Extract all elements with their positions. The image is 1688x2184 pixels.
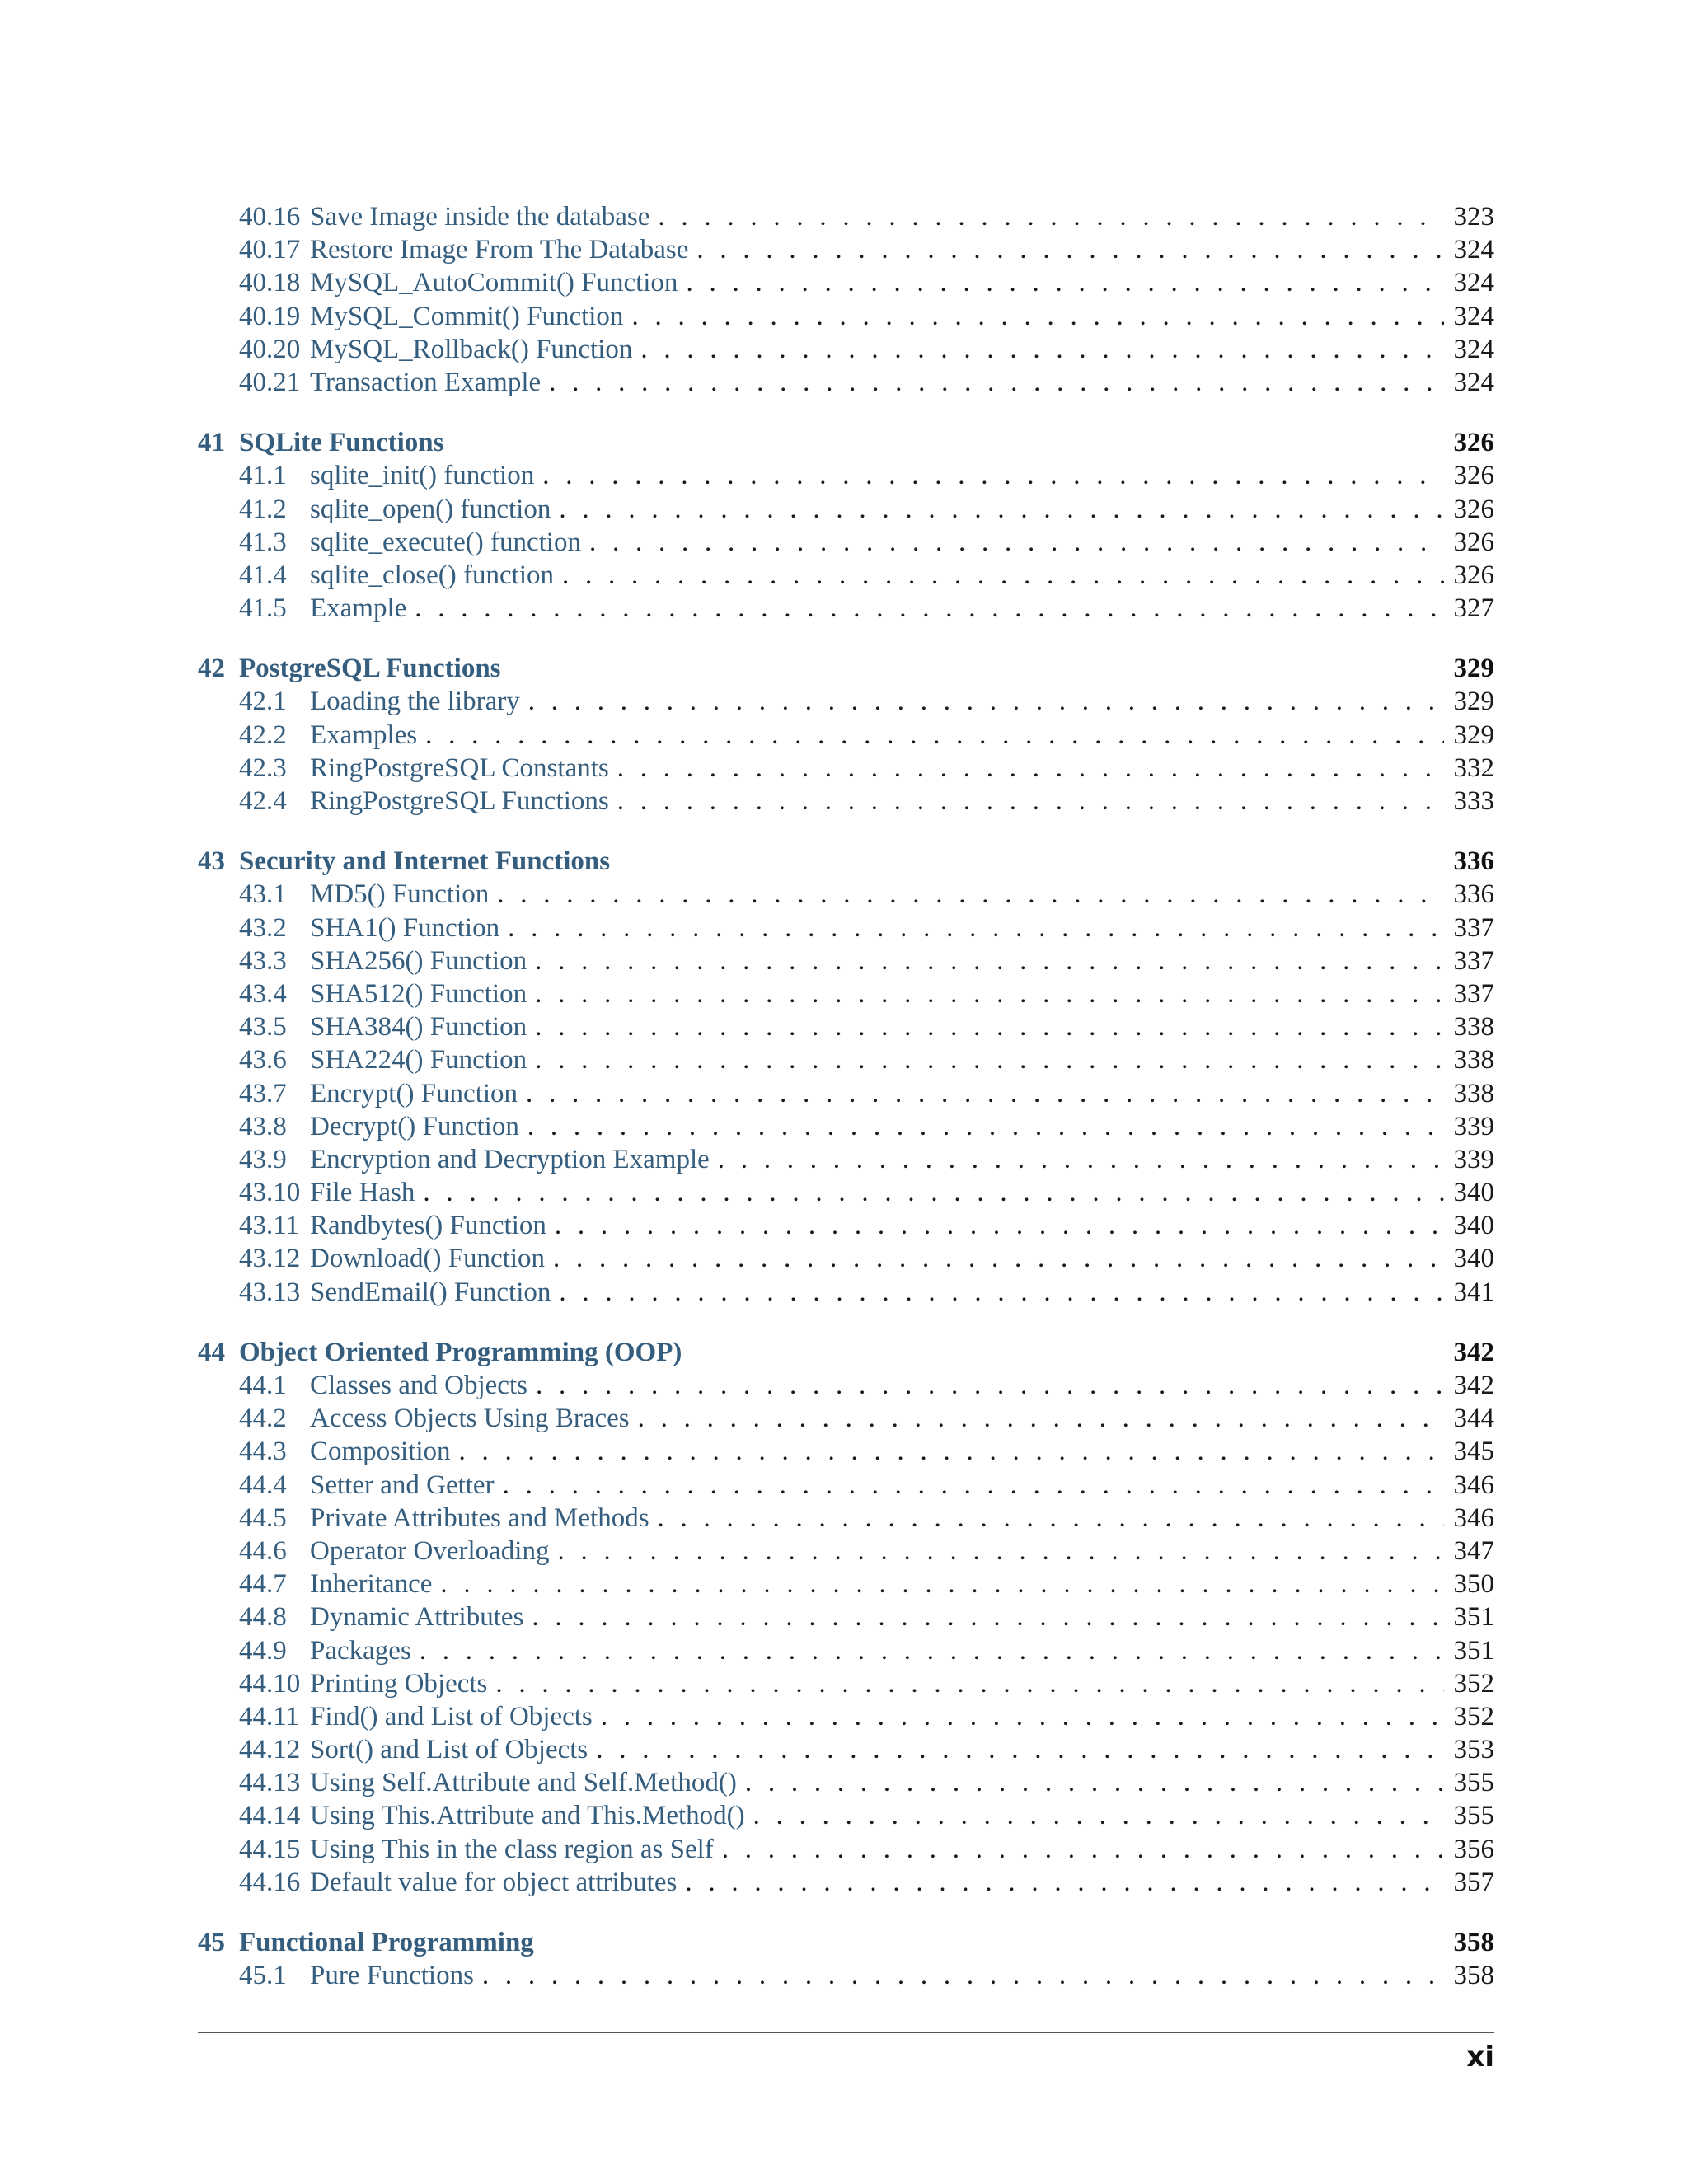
section-page-number: 338 [1453, 1012, 1494, 1043]
section-number[interactable]: 44.13 [239, 1768, 301, 1798]
dot-leader [535, 944, 1443, 977]
section-number[interactable]: 44.3 [239, 1436, 287, 1467]
toc-section-entry[interactable] [198, 1143, 1494, 1176]
chapter-title-link[interactable]: SQLite Functions [239, 428, 444, 458]
chapter-number[interactable]: 44 [198, 1337, 225, 1367]
toc-section-entry[interactable] [198, 493, 1494, 526]
dot-leader [503, 1469, 1444, 1502]
section-page-number: 326 [1453, 527, 1494, 557]
section-page-number: 337 [1453, 945, 1494, 976]
toc-chapter-entry[interactable] [198, 845, 1494, 878]
section-number[interactable]: 40.20 [239, 334, 301, 364]
section-page-number: 345 [1453, 1436, 1494, 1467]
section-title-link[interactable]: Using This in the class region as Self [310, 1834, 714, 1864]
toc-section-entry[interactable] [198, 878, 1494, 911]
page-number: xi [1466, 2041, 1494, 2074]
section-page-number: 333 [1453, 786, 1494, 816]
section-number[interactable]: 42.2 [239, 719, 287, 750]
dot-leader [559, 1276, 1443, 1309]
section-page-number: 323 [1453, 202, 1494, 232]
section-page-number: 346 [1453, 1502, 1494, 1533]
toc-section-entry[interactable] [198, 1833, 1494, 1866]
toc-section-entry[interactable] [198, 1502, 1494, 1535]
dot-leader [617, 752, 1444, 785]
section-title-link[interactable]: Encryption and Decryption Example [310, 1144, 710, 1174]
toc-section-entry[interactable] [198, 685, 1494, 718]
section-number[interactable]: 44.8 [239, 1602, 287, 1633]
section-number[interactable]: 43.2 [239, 912, 287, 943]
section-page-number: 338 [1453, 1078, 1494, 1108]
toc-section-entry[interactable] [198, 1110, 1494, 1143]
toc-section-entry[interactable] [198, 1667, 1494, 1700]
section-title-link[interactable]: Find() and List of Objects [310, 1701, 593, 1732]
toc-section-entry[interactable] [198, 785, 1494, 818]
section-title-link[interactable]: Save Image inside the database [310, 202, 650, 232]
chapter-number[interactable]: 42 [198, 654, 225, 684]
section-number[interactable]: 44.14 [239, 1801, 301, 1831]
toc-chapter-entry[interactable] [198, 1926, 1494, 1959]
dot-leader [420, 1634, 1444, 1667]
dot-leader [557, 1535, 1443, 1568]
section-title-link[interactable]: SHA512() Function [310, 978, 528, 1009]
section-number[interactable]: 41.5 [239, 593, 287, 624]
toc-section-entry[interactable] [198, 1568, 1494, 1601]
section-number[interactable]: 41.3 [239, 527, 287, 557]
section-title-link[interactable]: Sort() and List of Objects [310, 1735, 588, 1765]
dot-leader [423, 1176, 1443, 1209]
section-number[interactable]: 43.4 [239, 978, 287, 1009]
section-number[interactable]: 43.12 [239, 1244, 301, 1274]
section-page-number: 355 [1453, 1801, 1494, 1831]
section-page-number: 341 [1453, 1277, 1494, 1307]
toc-section-entry[interactable] [198, 1535, 1494, 1568]
dot-leader [722, 1833, 1444, 1866]
dot-leader [526, 1077, 1443, 1110]
section-page-number: 324 [1453, 367, 1494, 397]
section-title-link[interactable]: sqlite_close() function [310, 560, 555, 590]
section-page-number: 340 [1453, 1244, 1494, 1274]
section-number[interactable]: 44.7 [239, 1569, 287, 1600]
section-page-number: 324 [1453, 235, 1494, 265]
chapter-title-link[interactable]: Object Oriented Programming (OOP) [239, 1337, 682, 1367]
dot-leader [631, 300, 1443, 333]
section-title-link[interactable]: Access Objects Using Braces [310, 1404, 630, 1434]
toc-section-entry[interactable] [198, 944, 1494, 977]
section-title-link[interactable]: File Hash [310, 1178, 415, 1208]
dot-leader [497, 878, 1443, 911]
section-page-number: 324 [1453, 301, 1494, 331]
toc-section-entry[interactable] [198, 559, 1494, 592]
toc-section-entry[interactable] [198, 1176, 1494, 1209]
chapter-page-number: 358 [1453, 1928, 1494, 1957]
section-title-link[interactable]: MySQL_Commit() Function [310, 301, 624, 331]
section-title-link[interactable]: Examples [310, 719, 418, 750]
toc-section-entry[interactable] [198, 1369, 1494, 1402]
toc-section-entry[interactable] [198, 912, 1494, 944]
section-number[interactable]: 41.4 [239, 560, 287, 590]
dot-leader [589, 526, 1444, 559]
toc-section-entry[interactable] [198, 333, 1494, 366]
section-title-link[interactable]: Inheritance [310, 1569, 433, 1600]
section-number[interactable]: 44.5 [239, 1502, 287, 1533]
chapter-number[interactable]: 41 [198, 428, 225, 458]
toc-section-entry[interactable] [198, 1601, 1494, 1633]
section-number[interactable]: 42.4 [239, 786, 287, 816]
dot-leader [459, 1435, 1444, 1468]
section-title-link[interactable]: Packages [310, 1635, 411, 1666]
section-number[interactable]: 41.2 [239, 494, 287, 524]
dot-leader [617, 785, 1444, 818]
toc-section-entry[interactable] [198, 752, 1494, 785]
section-page-number: 351 [1453, 1602, 1494, 1633]
dot-leader [536, 1369, 1444, 1402]
section-page-number: 342 [1453, 1371, 1494, 1400]
toc-section-entry[interactable] [198, 977, 1494, 1010]
chapter-number[interactable]: 43 [198, 846, 225, 877]
section-page-number: 332 [1453, 752, 1494, 783]
toc-section-entry[interactable] [198, 1959, 1494, 1992]
dot-leader [415, 592, 1443, 625]
toc-section-entry[interactable] [198, 1733, 1494, 1766]
section-title-link[interactable]: Using This.Attribute and This.Method() [310, 1801, 745, 1831]
dot-leader [745, 1766, 1444, 1799]
section-number[interactable]: 40.19 [239, 301, 301, 331]
toc-section-entry[interactable] [198, 1799, 1494, 1832]
section-number[interactable]: 40.21 [239, 367, 301, 397]
chapter-page-number: 329 [1453, 654, 1494, 684]
section-page-number: 336 [1453, 879, 1494, 910]
dot-leader [528, 685, 1444, 718]
toc-section-entry[interactable] [198, 526, 1494, 559]
toc-section-entry[interactable] [198, 1402, 1494, 1435]
section-number[interactable]: 43.3 [239, 945, 287, 976]
toc-section-entry[interactable] [198, 233, 1494, 266]
dot-leader [553, 1242, 1443, 1275]
toc-section-entry[interactable] [198, 1700, 1494, 1733]
section-page-number: 324 [1453, 268, 1494, 298]
dot-leader [685, 1866, 1443, 1899]
section-page-number: 352 [1453, 1668, 1494, 1699]
section-number[interactable]: 44.12 [239, 1735, 301, 1765]
section-title-link[interactable]: Classes and Objects [310, 1371, 528, 1400]
section-page-number: 337 [1453, 912, 1494, 943]
section-title-link[interactable]: Restore Image From The Database [310, 235, 689, 265]
dot-leader [482, 1959, 1444, 1992]
dot-leader [535, 1010, 1443, 1043]
chapter-title-link[interactable]: Functional Programming [239, 1928, 534, 1957]
chapter-title-link[interactable]: Security and Internet Functions [239, 846, 611, 877]
toc-chapter-entry[interactable] [198, 426, 1494, 459]
section-title-link[interactable]: Setter and Getter [310, 1469, 495, 1500]
chapter-number[interactable]: 45 [198, 1928, 225, 1957]
section-number[interactable]: 43.8 [239, 1111, 287, 1141]
dot-leader [425, 719, 1443, 752]
section-page-number: 344 [1453, 1404, 1494, 1434]
section-number[interactable]: 45.1 [239, 1961, 287, 1991]
toc-section-entry[interactable] [198, 266, 1494, 299]
dot-leader [440, 1568, 1443, 1601]
section-number[interactable]: 41.1 [239, 461, 287, 491]
dot-leader [718, 1143, 1444, 1176]
section-title-link[interactable]: Encrypt() Function [310, 1078, 518, 1108]
dot-leader [601, 1700, 1444, 1733]
dot-leader [535, 1043, 1443, 1076]
section-title-link[interactable]: sqlite_execute() function [310, 527, 581, 557]
toc-section-entry[interactable] [198, 592, 1494, 625]
section-title-link[interactable]: MySQL_AutoCommit() Function [310, 268, 678, 298]
section-page-number: 327 [1453, 593, 1494, 624]
dot-leader [555, 1209, 1444, 1242]
toc-section-entry[interactable] [198, 1435, 1494, 1468]
toc-section-entry[interactable] [198, 1043, 1494, 1076]
section-page-number: 329 [1453, 719, 1494, 750]
section-page-number: 357 [1453, 1867, 1494, 1897]
section-title-link[interactable]: Private Attributes and Methods [310, 1502, 649, 1533]
section-page-number: 339 [1453, 1111, 1494, 1141]
section-title-link[interactable]: Default value for object attributes [310, 1867, 678, 1897]
toc-section-entry[interactable] [198, 719, 1494, 752]
toc-section-entry[interactable] [198, 1209, 1494, 1242]
section-title-link[interactable]: Example [310, 593, 407, 624]
section-page-number: 326 [1453, 494, 1494, 524]
section-number[interactable]: 43.6 [239, 1045, 287, 1076]
section-title-link[interactable]: SHA384() Function [310, 1012, 528, 1043]
section-page-number: 346 [1453, 1469, 1494, 1500]
table-of-contents [198, 200, 1494, 1992]
toc-section-entry[interactable] [198, 300, 1494, 333]
section-title-link[interactable]: Using Self.Attribute and Self.Method() [310, 1768, 737, 1798]
dot-leader [559, 493, 1443, 526]
section-page-number: 326 [1453, 560, 1494, 590]
section-page-number: 353 [1453, 1735, 1494, 1765]
section-number[interactable]: 43.13 [239, 1277, 301, 1307]
chapter-title-link[interactable]: PostgreSQL Functions [239, 654, 501, 684]
section-title-link[interactable]: sqlite_init() function [310, 461, 535, 491]
toc-section-entry[interactable] [198, 1634, 1494, 1667]
section-title-link[interactable]: RingPostgreSQL Constants [310, 752, 609, 783]
section-title-link[interactable]: Printing Objects [310, 1668, 488, 1699]
section-title-link[interactable]: Dynamic Attributes [310, 1602, 524, 1633]
section-number[interactable]: 44.6 [239, 1535, 287, 1566]
section-page-number: 339 [1453, 1144, 1494, 1174]
section-number[interactable]: 44.10 [239, 1668, 301, 1699]
dot-leader [528, 1110, 1444, 1143]
dot-leader [686, 266, 1443, 299]
dot-leader [638, 1402, 1444, 1435]
toc-section-entry[interactable] [198, 1242, 1494, 1275]
section-title-link[interactable]: RingPostgreSQL Functions [310, 786, 609, 816]
section-number[interactable]: 40.18 [239, 268, 301, 298]
section-page-number: 352 [1453, 1701, 1494, 1732]
section-page-number: 358 [1453, 1961, 1494, 1991]
section-title-link[interactable]: MD5() Function [310, 879, 490, 910]
section-title-link[interactable]: Download() Function [310, 1244, 546, 1274]
toc-section-entry[interactable] [198, 1077, 1494, 1110]
section-page-number: 337 [1453, 978, 1494, 1009]
section-page-number: 340 [1453, 1178, 1494, 1208]
section-page-number: 340 [1453, 1211, 1494, 1241]
section-title-link[interactable]: Transaction Example [310, 367, 542, 397]
toc-section-entry[interactable] [198, 1469, 1494, 1502]
footer-rule [198, 2032, 1494, 2033]
toc-section-entry[interactable] [198, 366, 1494, 399]
dot-leader [640, 333, 1443, 366]
section-number[interactable]: 42.3 [239, 752, 287, 783]
dot-leader [562, 559, 1443, 592]
section-page-number: 347 [1453, 1535, 1494, 1566]
section-number[interactable]: 44.9 [239, 1635, 287, 1666]
section-page-number: 338 [1453, 1045, 1494, 1076]
section-number[interactable]: 43.1 [239, 879, 287, 910]
section-page-number: 329 [1453, 687, 1494, 717]
section-title-link[interactable]: Operator Overloading [310, 1535, 550, 1566]
section-page-number: 355 [1453, 1768, 1494, 1798]
section-number[interactable]: 40.17 [239, 235, 301, 265]
dot-leader [549, 366, 1443, 399]
section-number[interactable]: 43.11 [239, 1211, 300, 1241]
section-title-link[interactable]: SHA224() Function [310, 1045, 528, 1076]
chapter-page-number: 336 [1453, 846, 1494, 877]
dot-leader [658, 1502, 1444, 1535]
dot-leader [508, 912, 1443, 944]
section-title-link[interactable]: Loading the library [310, 687, 520, 717]
toc-section-entry[interactable] [198, 200, 1494, 233]
section-number[interactable]: 43.7 [239, 1078, 287, 1108]
section-number[interactable]: 44.4 [239, 1469, 287, 1500]
toc-section-entry[interactable] [198, 459, 1494, 492]
toc-section-entry[interactable] [198, 1866, 1494, 1899]
section-title-link[interactable]: Randbytes() Function [310, 1211, 546, 1241]
section-number[interactable]: 43.9 [239, 1144, 287, 1174]
toc-chapter-entry[interactable] [198, 652, 1494, 685]
toc-chapter-entry[interactable] [198, 1336, 1494, 1369]
section-title-link[interactable]: MySQL_Rollback() Function [310, 334, 633, 364]
section-title-link[interactable]: SHA256() Function [310, 945, 528, 976]
chapter-page-number: 326 [1453, 428, 1494, 458]
section-page-number: 356 [1453, 1834, 1494, 1864]
dot-leader [495, 1667, 1443, 1700]
dot-leader [542, 459, 1443, 492]
section-title-link[interactable]: Pure Functions [310, 1961, 474, 1991]
section-page-number: 351 [1453, 1635, 1494, 1666]
section-number[interactable]: 43.10 [239, 1178, 301, 1208]
section-page-number: 324 [1453, 334, 1494, 364]
section-title-link[interactable]: Composition [310, 1436, 451, 1467]
section-page-number: 350 [1453, 1569, 1494, 1600]
section-number[interactable]: 44.2 [239, 1404, 287, 1434]
toc-section-entry[interactable] [198, 1766, 1494, 1799]
dot-leader [535, 977, 1443, 1010]
dot-leader [658, 200, 1443, 233]
toc-section-entry[interactable] [198, 1276, 1494, 1309]
toc-section-entry[interactable] [198, 1010, 1494, 1043]
section-title-link[interactable]: Decrypt() Function [310, 1111, 519, 1141]
section-page-number: 326 [1453, 461, 1494, 491]
section-number[interactable]: 44.16 [239, 1867, 301, 1897]
section-number[interactable]: 44.11 [239, 1701, 300, 1732]
section-number[interactable]: 44.1 [239, 1371, 287, 1400]
section-title-link[interactable]: SendEmail() Function [310, 1277, 551, 1307]
section-title-link[interactable]: sqlite_open() function [310, 494, 551, 524]
section-number[interactable]: 44.15 [239, 1834, 301, 1864]
dot-leader [532, 1601, 1443, 1633]
section-number[interactable]: 42.1 [239, 687, 287, 717]
section-title-link[interactable]: SHA1() Function [310, 912, 500, 943]
dot-leader [753, 1799, 1444, 1832]
section-number[interactable]: 40.16 [239, 202, 301, 232]
section-number[interactable]: 43.5 [239, 1012, 287, 1043]
dot-leader [596, 1733, 1443, 1766]
chapter-page-number: 342 [1453, 1337, 1494, 1367]
dot-leader [696, 233, 1443, 266]
